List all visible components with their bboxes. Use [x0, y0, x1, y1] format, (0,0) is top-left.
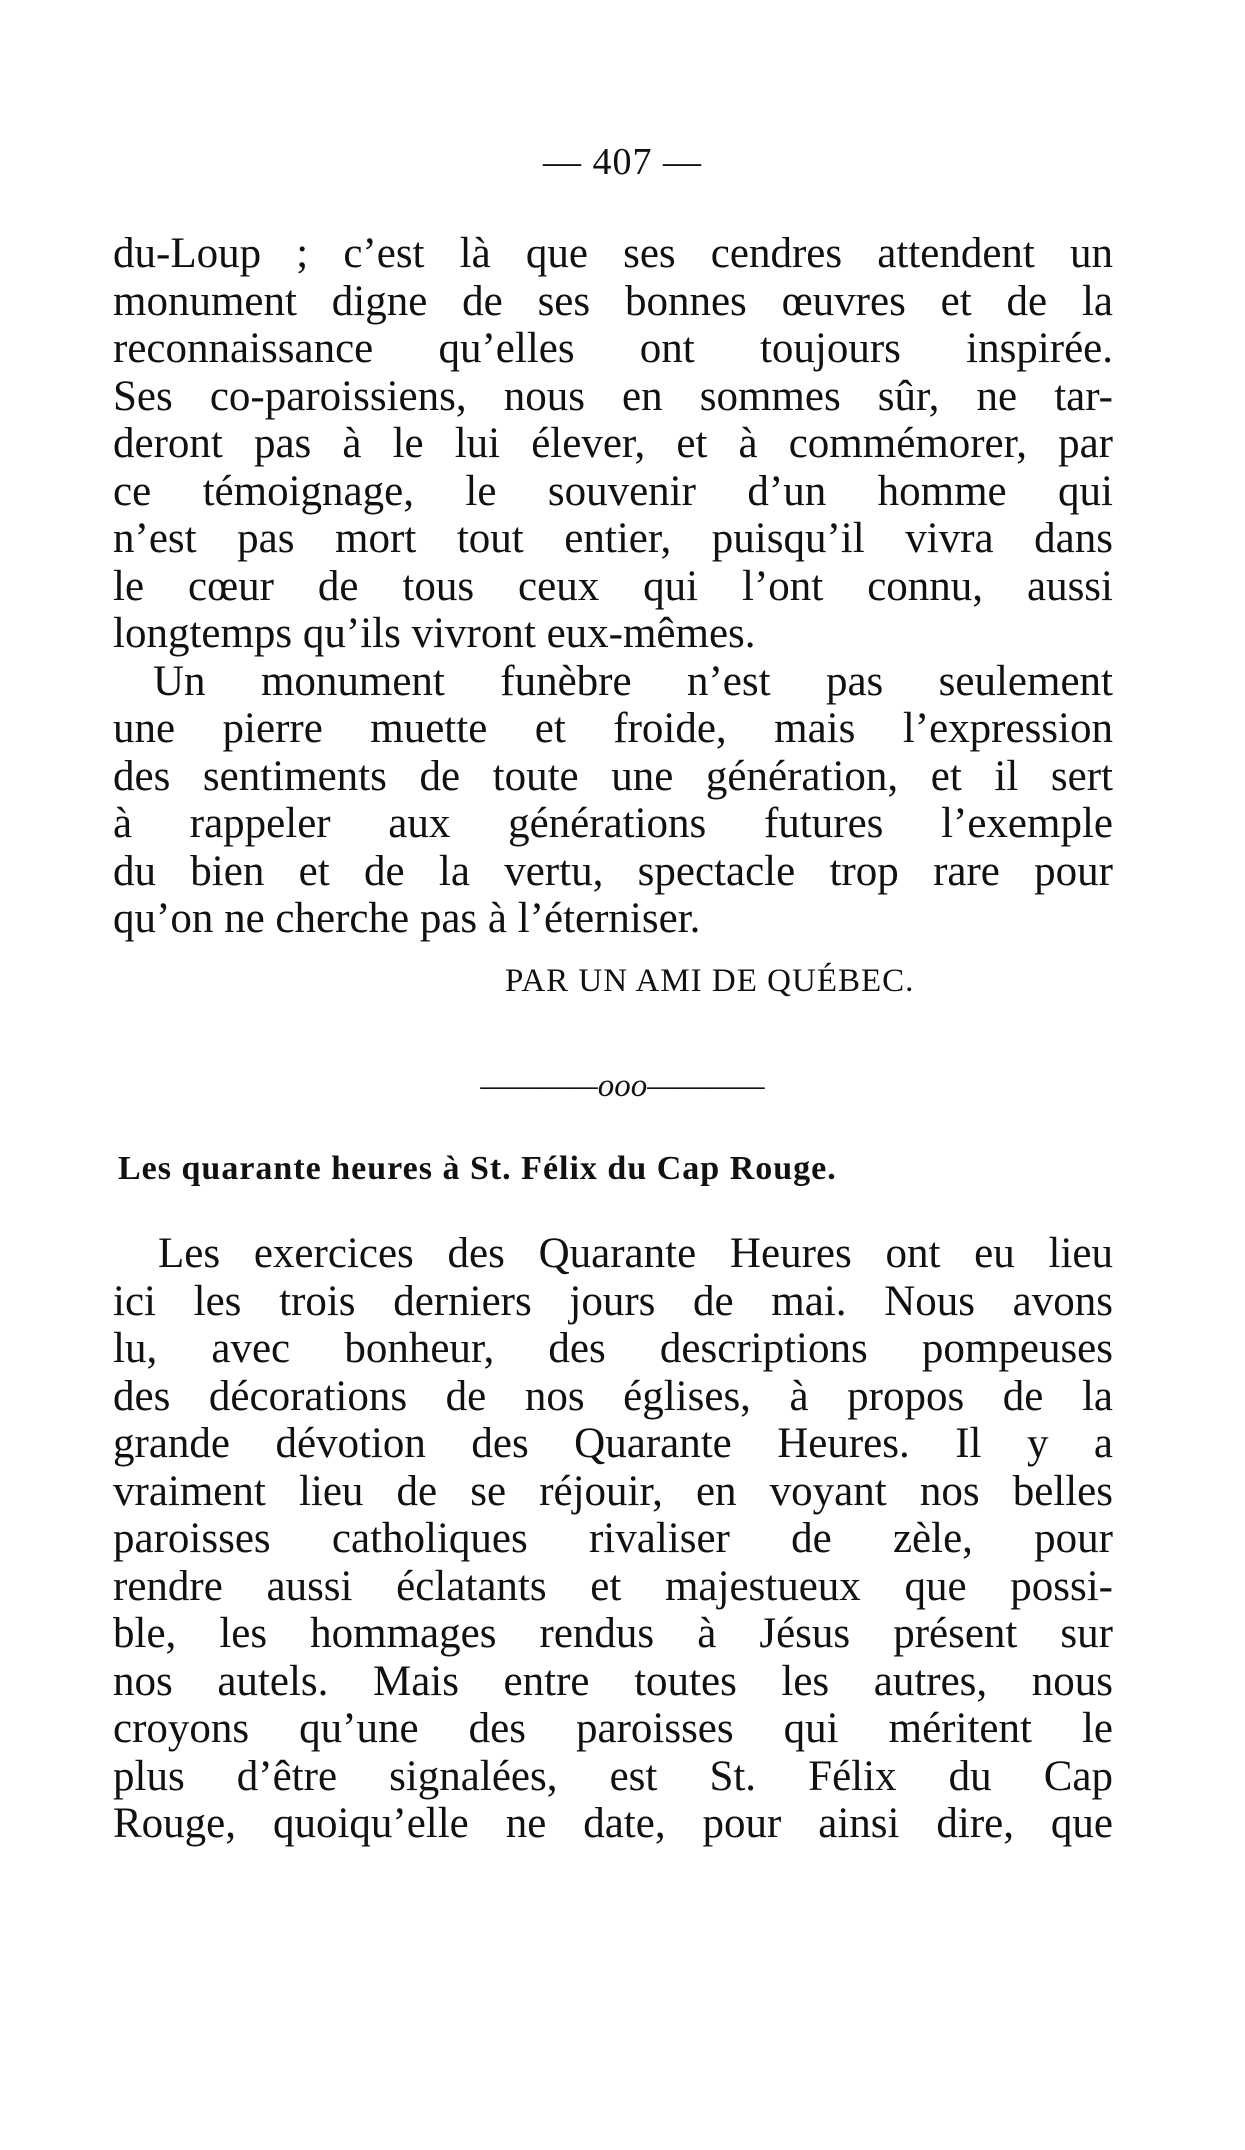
- text-line: nos autels. Mais entre toutes les autres, nous: [113, 1657, 1113, 1705]
- text-line: grande dévotion des Quarante Heures. Il y a: [113, 1420, 1113, 1467]
- text-line: ble, les hommages rendus à Jésus présent sur: [113, 1610, 1113, 1657]
- text-line: n’est pas mort tout entier, puisqu’il vivra dans: [113, 515, 1113, 562]
- text-line: Rouge, quoiqu’elle ne date, pour ainsi dire, que: [113, 1800, 1113, 1847]
- text-line: du bien et de la vertu, spectacle trop rare pour: [113, 847, 1113, 895]
- author-signature: PAR UN AMI DE QUÉBEC.: [505, 963, 915, 999]
- text-line: reconnaissance qu’elles ont toujours inspirée.: [113, 325, 1113, 372]
- text-line: des sentiments de toute une génération, et il sert: [113, 752, 1113, 800]
- text-line: une pierre muette et froide, mais l’expression: [113, 705, 1113, 752]
- paragraph-obituary: [113, 230, 1113, 943]
- text-line: le cœur de tous ceux qui l’ont connu, aussi: [113, 562, 1113, 610]
- text-line: rendre aussi éclatants et majestueux que possi-: [113, 1562, 1113, 1610]
- text-line: Ses co-paroissiens, nous en sommes sûr, ne tar-: [113, 372, 1113, 420]
- text-line: deront pas à le lui élever, et à commémorer, par: [113, 420, 1113, 467]
- text-line: longtemps qu’ils vivront eux-mêmes.: [113, 610, 756, 657]
- text-line: Les exercices des Quarante Heures ont eu lieu: [158, 1230, 1113, 1277]
- text-line: des décorations de nos églises, à propos de la: [113, 1372, 1113, 1420]
- section-separator: ————ooo————: [480, 1068, 765, 1104]
- text-line: monument digne de ses bonnes œuvres et de la: [113, 277, 1113, 325]
- text-line: ce témoignage, le souvenir d’un homme qui: [113, 467, 1113, 515]
- text-line: qu’on ne cherche pas à l’éterniser.: [113, 895, 701, 942]
- section-title: Les quarante heures à St. Félix du Cap Rouge.: [118, 1150, 837, 1187]
- text-line: vraiment lieu de se réjouir, en voyant nos belles: [113, 1467, 1113, 1515]
- text-line: Un monument funèbre n’est pas seulement: [153, 657, 1113, 705]
- text-line: plus d’être signalées, est St. Félix du Cap: [113, 1752, 1113, 1800]
- text-line: du-Loup ; c’est là que ses cendres attendent un: [113, 230, 1113, 277]
- text-line: à rappeler aux générations futures l’exemple: [113, 800, 1113, 847]
- text-line: croyons qu’une des paroisses qui méritent le: [113, 1705, 1113, 1752]
- paragraph-quarante-heures: [113, 1230, 1113, 1848]
- text-line: ici les trois derniers jours de mai. Nous avons: [113, 1277, 1113, 1325]
- text-line: paroisses catholiques rivaliser de zèle, pour: [113, 1515, 1113, 1562]
- text-line: lu, avec bonheur, des descriptions pompeuses: [113, 1325, 1113, 1372]
- page-number: — 407 —: [543, 141, 702, 183]
